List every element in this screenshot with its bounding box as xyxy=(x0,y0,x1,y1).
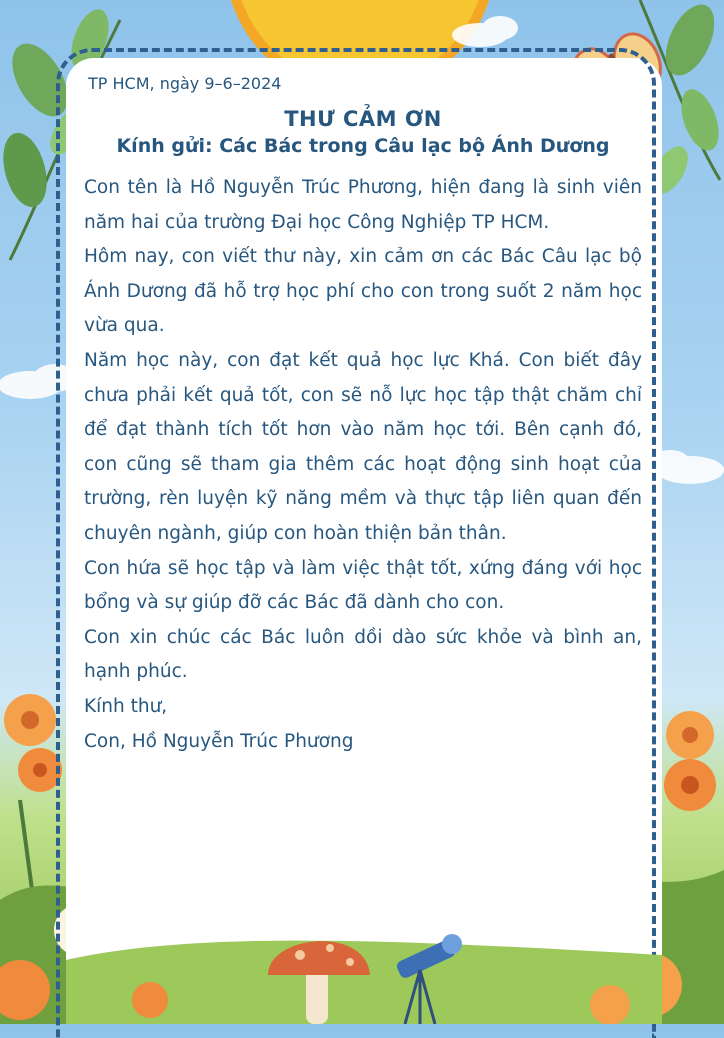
paragraph-thanks: Hôm nay, con viết thư này, xin cảm ơn các Bác Câu lạc bộ Ánh Dương đã hỗ trợ học phí cho con trong suốt 2 năm học vừa qua. xyxy=(84,246,642,337)
paragraph-promise: Con hứa sẽ học tập và làm việc thật tốt, xứng đáng với học bổng và sự giúp đỡ các Bác đã dành cho con. xyxy=(84,557,642,614)
letter-body xyxy=(84,171,642,759)
letter-date: TP HCM, ngày 9–6–2024 xyxy=(88,74,282,93)
paragraph-wishes: Con xin chúc các Bác luôn dồi dào sức khỏe và bình an, hạnh phúc. xyxy=(84,626,642,683)
letter-closing: Kính thư, xyxy=(84,695,168,717)
letter-title: THƯ CẢM ƠN xyxy=(284,107,442,131)
letter-signature: Con, Hồ Nguyễn Trúc Phương xyxy=(84,730,354,752)
letter-recipient: Kính gửi: Các Bác trong Câu lạc bộ Ánh Dương xyxy=(116,135,610,157)
paragraph-introduction: Con tên là Hồ Nguyễn Trúc Phương, hiện đang là sinh viên năm hai của trường Đại học Công Nghiệp TP HCM. xyxy=(84,177,642,233)
letter-content xyxy=(84,74,642,759)
paragraph-results: Năm học này, con đạt kết quả học lực Khá. Con biết đây chưa phải kết quả tốt, con sẽ nỗ lực học tập thật chăm chỉ để đạt thành tích tốt hơn vào năm học tới. Bên cạnh đó, con cũng sẽ tham gia thêm các hoạt động sinh hoạt của trường, rèn luyện kỹ năng mềm và thực tập liên quan đến chuyên ngành, giúp con hoàn thiện bản thân. xyxy=(84,349,642,544)
flower-icon xyxy=(664,711,716,811)
